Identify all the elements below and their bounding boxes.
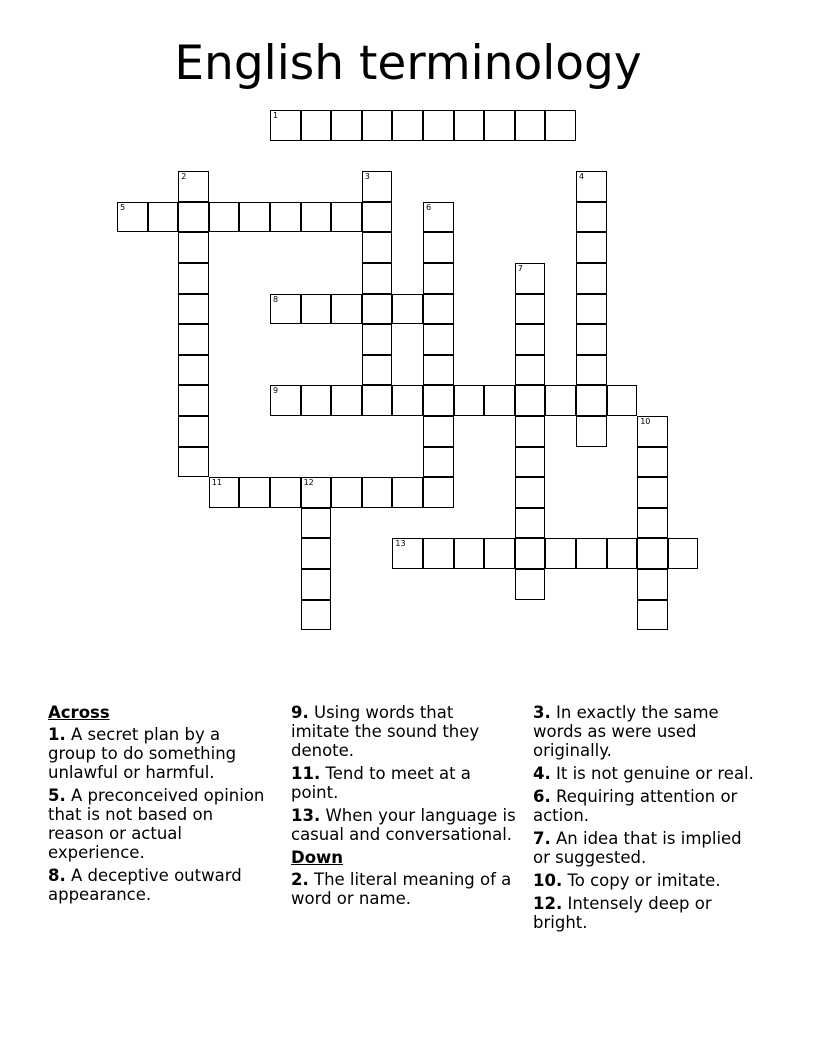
grid-cell[interactable] xyxy=(362,202,393,233)
cell-number: 7 xyxy=(517,264,523,273)
grid-cell[interactable] xyxy=(545,385,576,416)
grid-cell[interactable] xyxy=(515,385,546,416)
grid-cell[interactable] xyxy=(178,385,209,416)
grid-cell[interactable] xyxy=(209,202,240,233)
cell-number: 5 xyxy=(120,202,126,212)
clues-column-3 xyxy=(533,703,758,936)
grid-cell[interactable] xyxy=(423,385,454,416)
grid-cell[interactable] xyxy=(301,569,332,600)
grid-cell[interactable] xyxy=(148,202,179,233)
grid-cell[interactable] xyxy=(301,110,332,141)
grid-cell[interactable] xyxy=(270,477,301,508)
grid-cell[interactable] xyxy=(301,508,332,539)
grid-cell[interactable] xyxy=(301,600,332,631)
clue-across-9: 9. Using words that imitate the sound they denote. xyxy=(291,703,480,760)
grid-cell[interactable] xyxy=(209,477,240,508)
grid-cell[interactable] xyxy=(515,416,546,447)
clue-across-11: 11. Tend to meet at a point. xyxy=(291,764,471,802)
grid-cell[interactable] xyxy=(362,477,393,508)
grid-cell[interactable] xyxy=(178,232,209,263)
grid-cell[interactable] xyxy=(362,294,393,325)
grid-cell[interactable] xyxy=(515,569,546,600)
grid-cell[interactable] xyxy=(423,447,454,478)
grid-cell[interactable] xyxy=(576,538,607,569)
grid-cell[interactable] xyxy=(423,355,454,386)
grid-cell[interactable] xyxy=(637,569,668,600)
grid-cell[interactable] xyxy=(668,538,699,569)
grid-cell[interactable] xyxy=(576,263,607,294)
clue-across-13: 13. When your language is casual and conversational. xyxy=(291,806,516,844)
cell-number: 3 xyxy=(364,172,370,182)
clue-across-5: 5. A preconceived opinion that is not based on reason or actual experience. xyxy=(48,786,265,862)
grid-cell[interactable] xyxy=(515,294,546,325)
grid-cell[interactable] xyxy=(637,600,668,631)
grid-cell[interactable] xyxy=(484,385,515,416)
cell-number: 11 xyxy=(211,478,222,488)
grid-cell[interactable] xyxy=(178,324,209,355)
grid-cell[interactable] xyxy=(392,385,423,416)
cell-number: 13 xyxy=(395,539,406,549)
cell-number: 2 xyxy=(181,172,187,182)
grid-cell[interactable] xyxy=(637,477,668,508)
grid-cell[interactable] xyxy=(423,538,454,569)
grid-cell[interactable] xyxy=(576,294,607,325)
grid-cell[interactable] xyxy=(423,294,454,325)
grid-cell[interactable] xyxy=(454,385,485,416)
grid-cell[interactable] xyxy=(454,110,485,141)
grid-cell[interactable] xyxy=(515,263,546,294)
grid-cell[interactable] xyxy=(576,385,607,416)
grid-cell[interactable] xyxy=(270,202,301,233)
grid-cell[interactable] xyxy=(545,110,576,141)
grid-cell[interactable] xyxy=(301,294,332,325)
clue-down-10: 10. To copy or imitate. xyxy=(533,871,721,890)
grid-cell[interactable] xyxy=(392,538,423,569)
grid-cell[interactable] xyxy=(270,294,301,325)
grid-cell[interactable] xyxy=(576,324,607,355)
grid-cell[interactable] xyxy=(362,110,393,141)
grid-cell[interactable] xyxy=(423,110,454,141)
grid-cell[interactable] xyxy=(392,110,423,141)
grid-cell[interactable] xyxy=(423,202,454,233)
grid-cell[interactable] xyxy=(515,447,546,478)
cell-number: 4 xyxy=(579,172,585,182)
grid-cell[interactable] xyxy=(301,385,332,416)
grid-cell[interactable] xyxy=(270,110,301,141)
clue-down-12: 12. Intensely deep or bright. xyxy=(533,894,712,932)
grid-cell[interactable] xyxy=(362,324,393,355)
grid-cell[interactable] xyxy=(178,355,209,386)
grid-cell[interactable] xyxy=(576,171,607,202)
puzzle-title: English terminology xyxy=(174,36,642,91)
cell-number: 6 xyxy=(426,202,432,212)
grid-cell[interactable] xyxy=(117,202,148,233)
grid-cell[interactable] xyxy=(362,385,393,416)
grid-cell[interactable] xyxy=(515,110,546,141)
cell-number: 9 xyxy=(273,386,279,396)
grid-cell[interactable] xyxy=(637,538,668,569)
clue-across-1: 1. A secret plan by a group to do something unlawful or harmful. xyxy=(48,725,237,782)
grid-cell[interactable] xyxy=(331,202,362,233)
grid-cell[interactable] xyxy=(576,232,607,263)
grid-cell[interactable] xyxy=(362,263,393,294)
grid-cell[interactable] xyxy=(331,110,362,141)
grid-cell[interactable] xyxy=(270,385,301,416)
clues-column-1 xyxy=(48,703,273,908)
grid-cell[interactable] xyxy=(454,538,485,569)
grid-cell[interactable] xyxy=(301,538,332,569)
clue-down-7: 7. An idea that is implied or suggested. xyxy=(533,829,742,867)
grid-cell[interactable] xyxy=(331,477,362,508)
clue-down-3: 3. In exactly the same words as were used originally. xyxy=(533,703,719,760)
grid-cell[interactable] xyxy=(362,171,393,202)
grid-cell[interactable] xyxy=(423,263,454,294)
cell-number: 8 xyxy=(273,294,279,304)
grid-cell[interactable] xyxy=(362,355,393,386)
grid-cell[interactable] xyxy=(392,477,423,508)
grid-cell[interactable] xyxy=(331,294,362,325)
cell-number: 1 xyxy=(273,111,279,120)
grid-cell[interactable] xyxy=(301,202,332,233)
grid-cell[interactable] xyxy=(607,538,638,569)
down-heading: Down xyxy=(291,848,344,867)
clue-down-6: 6. Requiring attention or action. xyxy=(533,787,738,825)
cell-number: 10 xyxy=(640,417,651,426)
grid-cell[interactable] xyxy=(515,324,546,355)
grid-cell[interactable] xyxy=(331,385,362,416)
grid-cell[interactable] xyxy=(423,416,454,447)
grid-cell[interactable] xyxy=(362,232,393,263)
grid-cell[interactable] xyxy=(178,263,209,294)
grid-cell[interactable] xyxy=(239,202,270,233)
grid-cell[interactable] xyxy=(178,416,209,447)
grid-cell[interactable] xyxy=(423,324,454,355)
grid-cell[interactable] xyxy=(637,508,668,539)
clue-down-2: 2. The literal meaning of a word or name. xyxy=(291,870,512,908)
grid-cell[interactable] xyxy=(484,538,515,569)
grid-cell[interactable] xyxy=(515,477,546,508)
grid-cell[interactable] xyxy=(301,477,332,508)
grid-cell[interactable] xyxy=(392,294,423,325)
grid-cell[interactable] xyxy=(423,232,454,263)
clues-column-2 xyxy=(291,703,516,912)
clue-down-4: 4. It is not genuine or real. xyxy=(533,764,754,783)
grid-cell[interactable] xyxy=(178,447,209,478)
across-heading: Across xyxy=(48,703,110,722)
cell-number: 12 xyxy=(303,478,314,488)
grid-cell[interactable] xyxy=(178,171,209,202)
grid-cell[interactable] xyxy=(178,294,209,325)
grid-cell[interactable] xyxy=(576,202,607,233)
grid-cell[interactable] xyxy=(484,110,515,141)
grid-cell[interactable] xyxy=(178,202,209,233)
grid-cell[interactable] xyxy=(515,508,546,539)
grid-cell[interactable] xyxy=(637,447,668,478)
grid-cell[interactable] xyxy=(239,477,270,508)
grid-cell[interactable] xyxy=(576,355,607,386)
clue-across-8: 8. A deceptive outward appearance. xyxy=(48,866,242,904)
grid-cell[interactable] xyxy=(423,477,454,508)
grid-cell[interactable] xyxy=(576,416,607,447)
grid-cell[interactable] xyxy=(515,538,546,569)
grid-cell[interactable] xyxy=(637,416,668,447)
grid-cell[interactable] xyxy=(545,538,576,569)
grid-cell[interactable] xyxy=(607,385,638,416)
grid-cell[interactable] xyxy=(515,355,546,386)
